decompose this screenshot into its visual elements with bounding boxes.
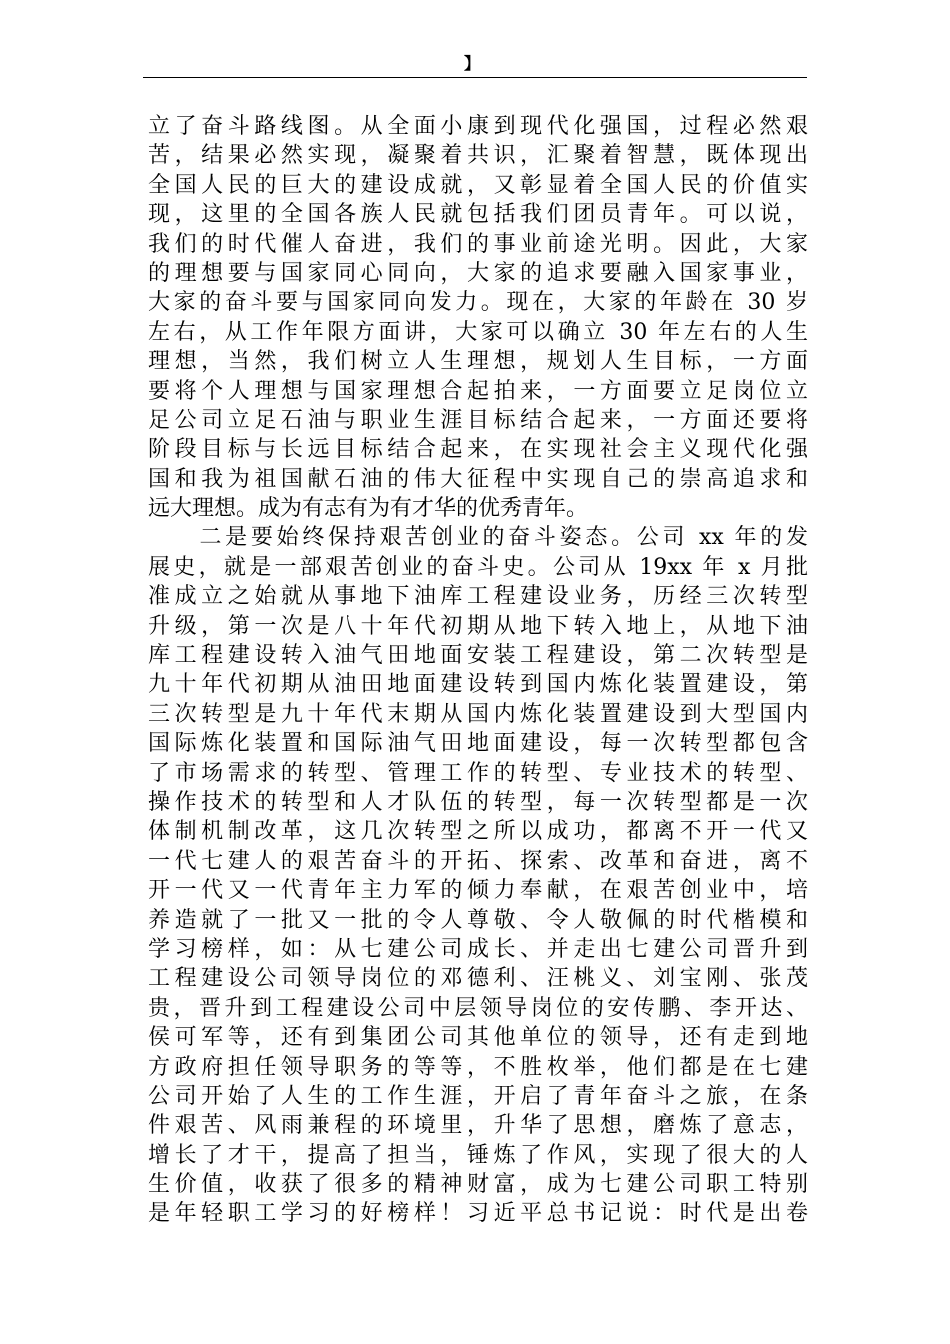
text-line: 公司开始了人生的工作生涯，开启了青年奋斗之旅，在条 [148, 1083, 808, 1109]
text-line: 苦，结果必然实现，凝聚着共识，汇聚着智慧，既体现出 [148, 143, 808, 169]
header-rule [143, 77, 807, 78]
text-line: 立了奋斗路线图。从全面小康到现代化强国，过程必然艰 [148, 114, 808, 139]
text-line: 开一代又一代青年主力军的倾力奉献，在艰苦创业中，培 [148, 878, 808, 904]
body-text [148, 112, 808, 1229]
text-line: 生价值，收获了很多的精神财富，成为七建公司职工特别 [148, 1172, 808, 1198]
text-line: 我们的时代催人奋进，我们的事业前途光明。因此，大家 [148, 231, 808, 257]
text-line: 贵，晋升到工程建设公司中层领导岗位的安传鹏、李开达、 [148, 995, 808, 1021]
text-line: 左右，从工作年限方面讲，大家可以确立 30 年左右的人生 [148, 319, 808, 345]
text-line: 要将个人理想与国家理想合起拍来，一方面要立足岗位立 [148, 378, 808, 404]
text-line: 二是要始终保持艰苦创业的奋斗姿态。公司 xx 年的发 [148, 525, 808, 551]
text-line: 库工程建设转入油气田地面安装工程建设，第二次转型是 [148, 643, 808, 669]
text-line: 全国人民的巨大的建设成就，又彰显着全国人民的价值实 [148, 172, 808, 198]
paragraph-2 [148, 523, 808, 1228]
header-mark: 】 [463, 54, 480, 73]
text-line: 理想，当然，我们树立人生理想，规划人生目标，一方面 [148, 349, 808, 375]
text-line: 现，这里的全国各族人民就包括我们团员青年。可以说， [148, 202, 808, 228]
text-line: 方政府担任领导职务的等等，不胜枚举，他们都是在七建 [148, 1054, 808, 1080]
text-line: 了市场需求的转型、管理工作的转型、专业技术的转型、 [148, 760, 808, 786]
text-line: 远大理想。成为有志有为有才华的优秀青年。 [148, 496, 589, 522]
text-line: 九十年代初期从油田地面建设转到国内炼化装置建设，第 [148, 672, 808, 698]
text-line: 工程建设公司领导岗位的邓德利、汪桃义、刘宝刚、张茂 [148, 966, 808, 992]
text-line: 足公司立足石油与职业生涯目标结合起来，一方面还要将 [148, 407, 808, 433]
text-line: 准成立之始就从事地下油库工程建设业务，历经三次转型 [148, 584, 808, 610]
text-line: 增长了才干，提高了担当，锤炼了作风，实现了很大的人 [148, 1142, 808, 1168]
text-line: 三次转型是九十年代末期从国内炼化装置建设到大型国内 [148, 701, 808, 727]
text-line: 是年轻职工学习的好榜样！习近平总书记说：时代是出卷 [148, 1201, 808, 1227]
text-line: 一代七建人的艰苦奋斗的开拓、探索、改革和奋进，离不 [148, 848, 808, 874]
text-line: 展史，就是一部艰苦创业的奋斗史。公司从 19xx 年 x 月批 [148, 554, 808, 580]
text-line: 操作技术的转型和人才队伍的转型，每一次转型都是一次 [148, 789, 808, 815]
text-line: 养造就了一批又一批的令人尊敬、令人敬佩的时代楷模和 [148, 907, 808, 933]
text-line: 的理想要与国家同心同向，大家的追求要融入国家事业， [148, 260, 808, 286]
text-line: 阶段目标与长远目标结合起来，在实现社会主义现代化强 [148, 437, 808, 463]
text-line: 大家的奋斗要与国家同向发力。现在，大家的年龄在 30 岁 [148, 290, 808, 316]
text-line: 升级，第一次是八十年代初期从地下转入地上，从地下油 [148, 613, 808, 639]
text-line: 侯可军等，还有到集团公司其他单位的领导，还有走到地 [148, 1025, 808, 1051]
text-line: 件艰苦、风雨兼程的环境里，升华了思想，磨炼了意志， [148, 1113, 808, 1139]
text-line: 国际炼化装置和国际油气田地面建设，每一次转型都包含 [148, 731, 808, 757]
text-line: 体制机制改革，这几次转型之所以成功，都离不开一代又 [148, 819, 808, 845]
paragraph-1 [148, 112, 808, 523]
text-line: 学习榜样，如：从七建公司成长、并走出七建公司晋升到 [148, 936, 808, 962]
text-line: 国和我为祖国献石油的伟大征程中实现自己的崇高追求和 [148, 466, 808, 492]
